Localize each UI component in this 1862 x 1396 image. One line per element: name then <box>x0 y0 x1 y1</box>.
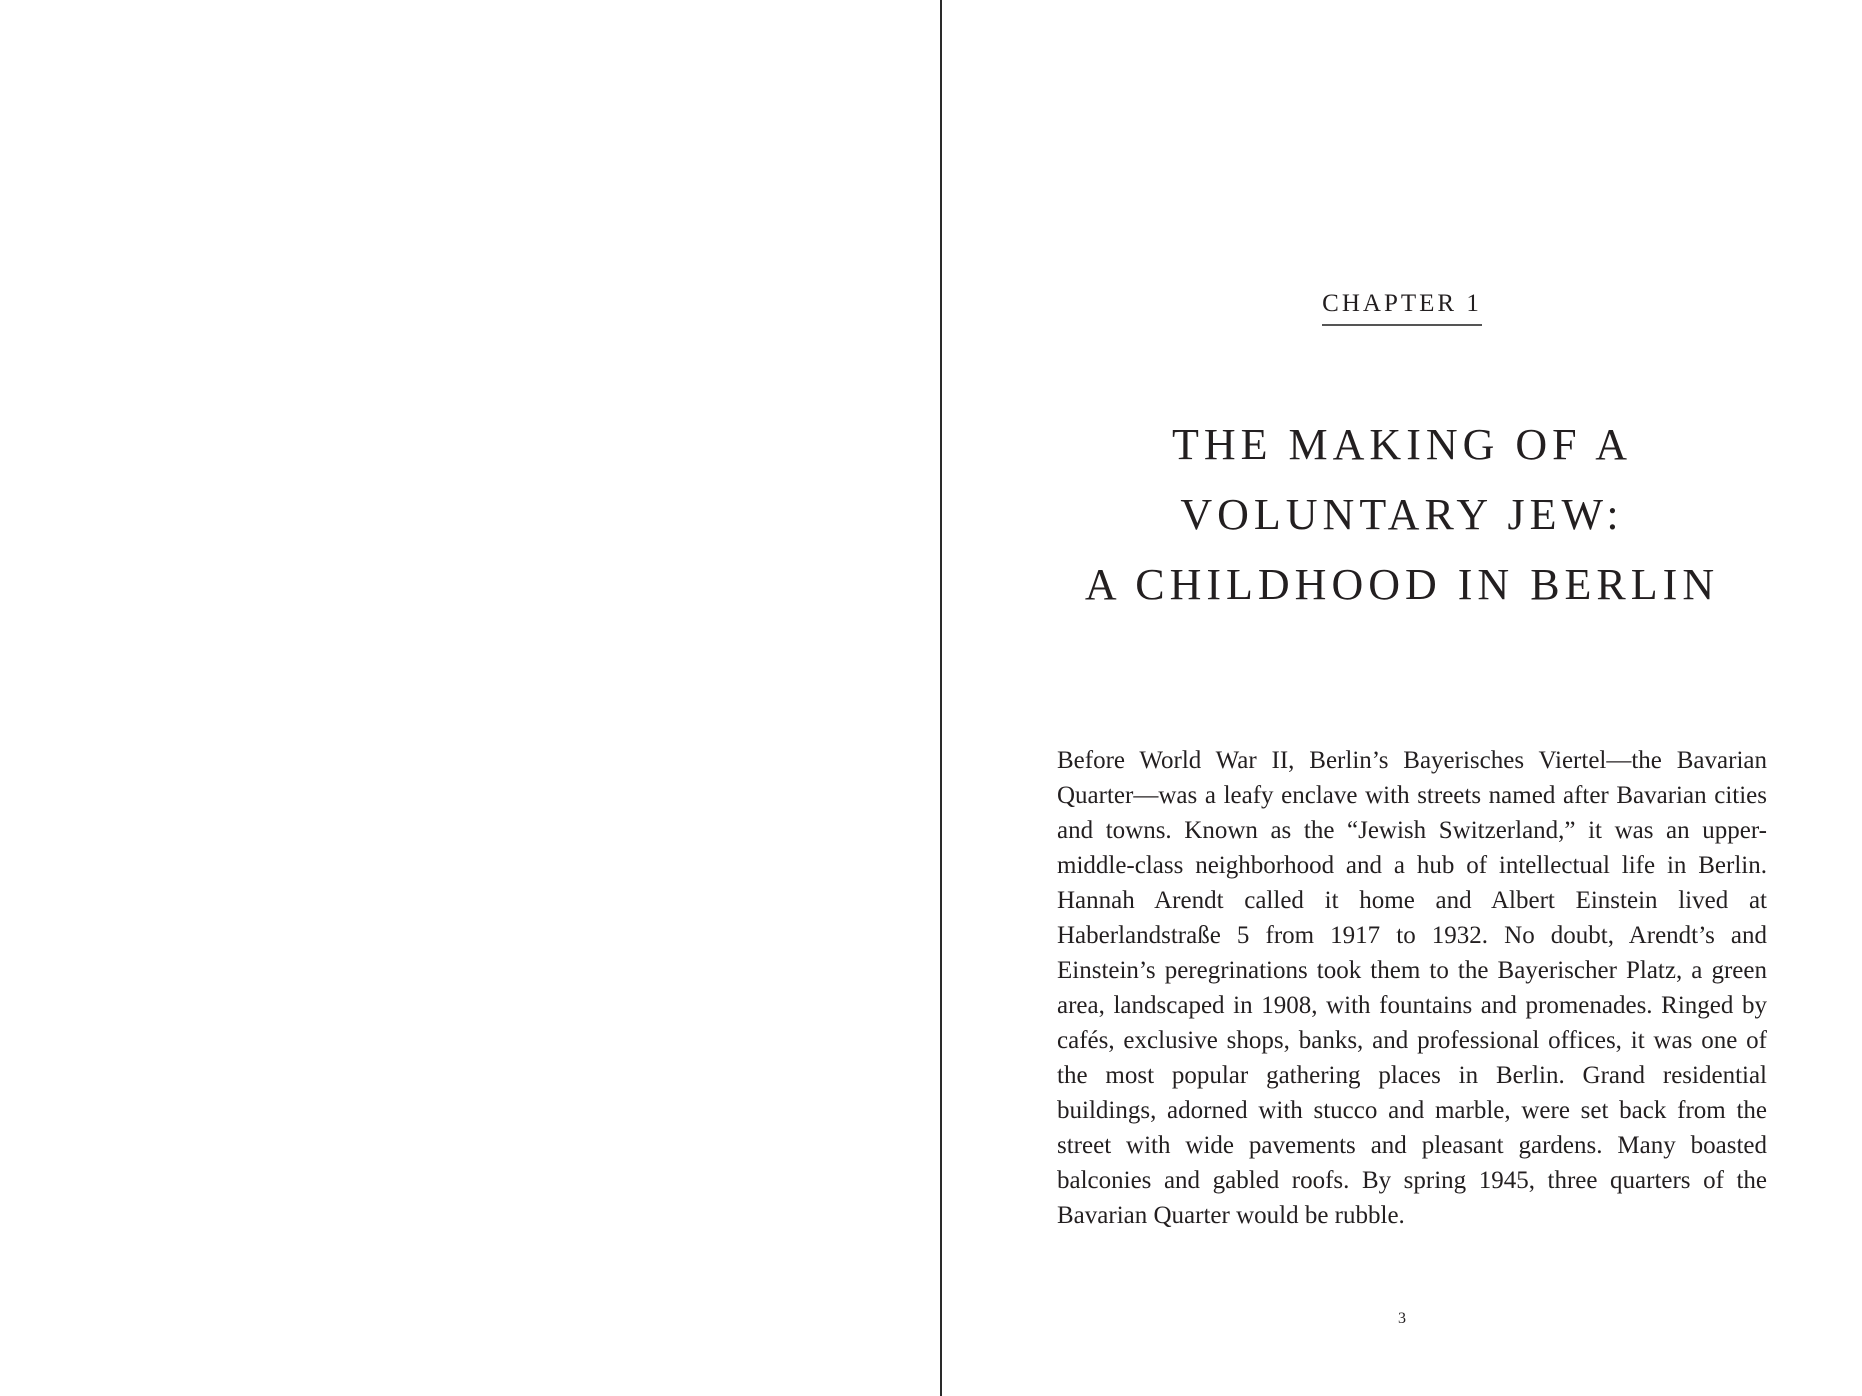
chapter-title <box>942 410 1862 620</box>
chapter-title-line-1: THE MAKING OF A <box>1172 420 1632 469</box>
right-page <box>942 0 1862 1396</box>
page-number: 3 <box>1398 1310 1406 1327</box>
body-paragraph: Before World War II, Berlin’s Bayerisches Viertel—the Bavarian Quarter—was a leafy enclave with streets named after Bavarian cities and towns. Known as the “Jewish Switzerland,” it was an upper-middle-class neighborhood and a hub of intellectual life in Berlin. Hannah Arendt called it home and Albert Einstein lived at Haberlandstraße 5 from 1917 to 1932. No doubt, Arendt’s and Einstein’s peregrinations took them to the Bayerischer Platz, a green area, landscaped in 1908, with fountains and promenades. Ringed by cafés, exclusive shops, banks, and professional offices, it was one of the most popular gathering places in Berlin. Grand residential buildings, adorned with stucco and marble, were set back from the street with wide pavements and pleasant gardens. Many boasted balconies and gabled roofs. By spring 1945, three quarters of the Bavarian Quarter would be rubble. <box>1057 747 1767 1229</box>
chapter-title-line-3: A CHILDHOOD IN BERLIN <box>1084 560 1720 609</box>
chapter-title-line-2: VOLUNTARY JEW: <box>1180 490 1624 539</box>
chapter-label <box>942 290 1862 326</box>
chapter-label-text: CHAPTER 1 <box>1322 290 1482 326</box>
